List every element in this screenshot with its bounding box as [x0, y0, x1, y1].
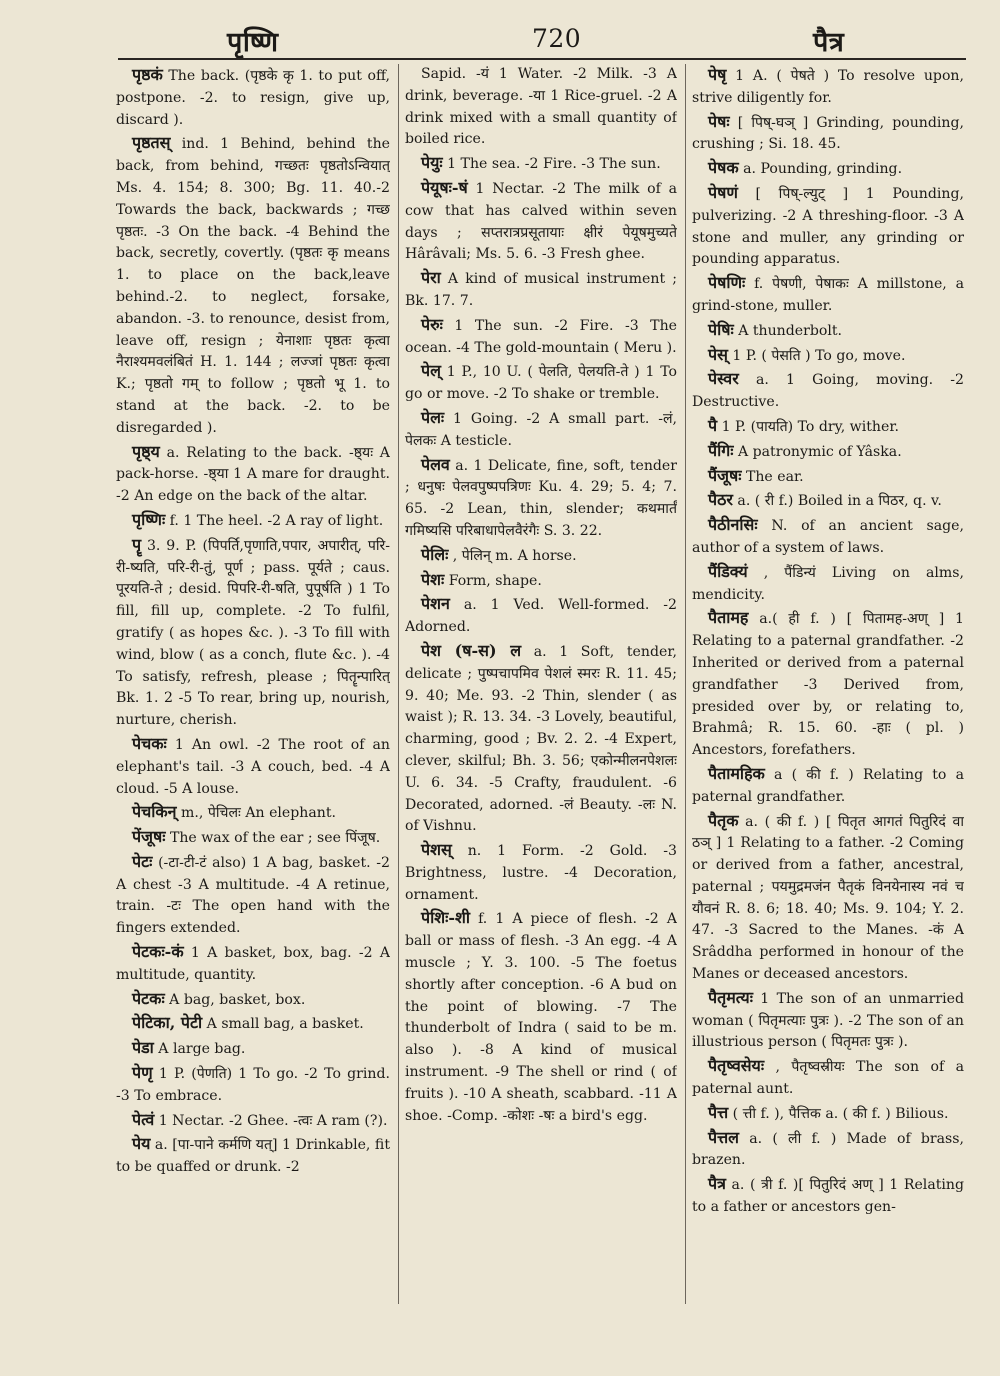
dictionary-entry [116, 132, 390, 439]
dictionary-entry [116, 1109, 390, 1133]
header-rule [118, 58, 966, 60]
entry-headword: पेषणिः [708, 273, 746, 293]
entry-definition: , पेलिन् m. A horse. [452, 547, 577, 564]
entry-definition: a. 1 Soft, tender, delicate ; पुष्पचापमिव पेशलं स्मरः R. 11. 45; 9. 40; Me. 93. -2 Thin, slender ( as waist ); R. 13. 34. -3 Lovely, beautiful, charming, good ; Bv. 2. 2. -4 Expert, clever, skilful; Bh. 3. 56; एकोन्मीलनपेशलः U. 6. 34. -5 Crafty, fraudulent. -6 Decorated, adorned. -लं Beauty. -लः N. of Vishnu. [405, 643, 677, 835]
dictionary-entry [692, 272, 964, 318]
dictionary-entry [692, 1127, 964, 1173]
dictionary-entry [692, 111, 964, 157]
entry-definition: a. ( ली f. ) Made of brass, brazen. [692, 1130, 964, 1169]
entry-headword: पेडा [132, 1038, 154, 1058]
entry-definition: The wax of the ear ; see पिंजूष. [169, 830, 381, 847]
dictionary-entry [692, 319, 964, 343]
entry-headword: पैतृष्वसेयः [708, 1056, 765, 1076]
entry-headword: पेचकः [132, 733, 167, 753]
page-header [0, 14, 1000, 60]
entry-definition: 1 A basket, box, bag. -2 A multitude, quantity. [116, 945, 390, 983]
entry-definition: f. 1 The heel. -2 A ray of light. [169, 512, 384, 529]
dictionary-entry [692, 415, 964, 439]
dictionary-entry [116, 1012, 390, 1036]
entry-headword: पेय [132, 1134, 151, 1154]
dictionary-entry [405, 640, 677, 838]
entry-headword: पैठर [708, 490, 733, 510]
dictionary-entry [405, 454, 677, 543]
entry-definition: n. 1 Form. -2 Gold. -3 Brightness, lustre. -4 Decoration, ornament. [405, 843, 677, 903]
entry-definition: A thunderbolt. [738, 322, 843, 339]
entry-headword: पेटकः-कं [132, 942, 184, 962]
entry-headword: पृष्ठ्य [132, 441, 160, 461]
column-3 [692, 64, 964, 1364]
entry-definition: A patronymic of Yâska. [737, 443, 902, 460]
entry-definition: 1 P. (पायति) To dry, wither. [721, 418, 900, 435]
dictionary-entry [116, 1062, 390, 1108]
left-running-headword: पृष्णि [227, 27, 279, 58]
entry-definition: 1 Going. -2 A small part. -लं, पेलकः A testicle. [405, 410, 677, 449]
entry-headword: पेषृ [708, 65, 727, 84]
entry-headword: पॄ [132, 534, 142, 554]
entry-definition: a. Pounding, grinding. [743, 161, 903, 178]
entry-definition: 1 An owl. -2 The root of an elephant's tail. -3 A couch, bed. -4 A cloud. -5 A louse. [116, 736, 390, 797]
dictionary-entry [692, 987, 964, 1054]
entry-headword: पैंजूषः [708, 465, 742, 485]
entry-definition: ( त्ती f. ), पैत्तिक a. ( की f. ) Bilious. [732, 1105, 949, 1122]
entry-headword: पृष्ठकं [132, 65, 163, 84]
entry-headword: पैत्र [708, 1174, 726, 1194]
dictionary-entry [405, 64, 677, 151]
dictionary-entry [116, 64, 390, 131]
entry-definition: 1 Nectar. -2 Ghee. -त्वः A ram (?). [158, 1112, 388, 1129]
dictionary-entry [692, 368, 964, 414]
entry-headword: पेश (ष-स) ल [421, 640, 522, 660]
entry-definition: a. ( त्री f. )[ पितुरिदं अण् ] 1 Relating to a father or ancestors gen- [692, 1177, 964, 1216]
entry-definition: 1 P., 10 U. ( पेलति, पेलयति-ते ) 1 To go or move. -2 To shake or tremble. [405, 364, 677, 403]
entry-definition: Form, shape. [448, 572, 542, 589]
dictionary-entry [405, 407, 677, 453]
dictionary-entry [692, 810, 964, 986]
entry-definition: , पैंडिन्यं Living on alms, mendicity. [692, 564, 964, 603]
dictionary-entry [405, 314, 677, 360]
entry-definition: [ पिष्-घञ् ] Grinding, pounding, crushing ; Si. 18. 45. [692, 114, 964, 153]
entry-headword: पेटकः [132, 988, 165, 1008]
entry-headword: पेल् [421, 361, 441, 381]
dictionary-entry [692, 440, 964, 464]
entry-headword: पेलिः [421, 544, 449, 564]
entry-headword: पेरा [421, 268, 441, 288]
dictionary-entry [116, 733, 390, 800]
entry-headword: पेचकिन् [132, 802, 177, 822]
entry-definition: 1 P. (पेणति) 1 To go. -2 To grind. -3 To embrace. [116, 1066, 390, 1104]
column-2 [405, 64, 677, 1364]
entry-headword: पेटिका, पेटी [132, 1013, 203, 1033]
entry-definition: A small bag, a basket. [206, 1016, 364, 1033]
entry-definition: a. ( री f.) Boiled in a पिठर, q. v. [737, 493, 942, 510]
dictionary-entry [116, 509, 390, 533]
dictionary-entry [692, 1102, 964, 1126]
entry-headword: पेशिः-शी [421, 908, 471, 928]
dictionary-entry [692, 64, 964, 110]
entry-definition: a. 1 Going, moving. -2 Destructive. [692, 372, 964, 411]
column-divider [685, 64, 686, 1304]
entry-definition: m., पेचिलः An elephant. [181, 805, 336, 822]
dictionary-entry [692, 465, 964, 489]
entry-headword: पेरुः [421, 314, 443, 334]
entry-headword: पेशः [421, 569, 445, 589]
entry-definition: The back. (पृष्ठके कृ 1. to put off, postpone. -2. to resign, give up, discard ). [116, 68, 390, 128]
entry-definition: The ear. [745, 468, 804, 485]
entry-headword: पैंगिः [708, 440, 734, 460]
dictionary-entry [405, 839, 677, 906]
dictionary-entry [692, 489, 964, 513]
entry-headword: पेयुः [421, 153, 443, 173]
dictionary-entry [405, 544, 677, 568]
entry-headword: पेटः [132, 851, 153, 871]
entry-definition: Sapid. -यं 1 Water. -2 Milk. -3 A drink, beverage. -या 1 Rice-gruel. -2 A drink mixed with a small quantity of boiled rice. [405, 66, 677, 148]
entry-headword: पैतामहिक [708, 763, 765, 783]
entry-headword: पैतामह [708, 608, 749, 628]
entry-headword: पेत्वं [132, 1109, 155, 1129]
entry-definition: 1 The sea. -2 Fire. -3 The sun. [447, 156, 661, 173]
dictionary-entry [692, 561, 964, 607]
entry-definition: 1 A. ( पेषते ) To resolve upon, strive diligently for. [692, 68, 964, 106]
entry-headword: पेषणं [708, 182, 738, 202]
entry-headword: पैतृक [708, 810, 739, 830]
dictionary-entry [116, 826, 390, 850]
entry-definition: a. Relating to the back. -ष्ठ्यः A pack-horse. -ष्ठ्या 1 A mare for draught. -2 An edge on the back of the altar. [116, 444, 390, 505]
entry-headword: पृष्ठतस् [132, 133, 171, 153]
entry-definition: [ पिष्-ल्युट् ] 1 Pounding, pulverizing. -2 A threshing-floor. -3 A stone and muller, any grinding or pounding apparatus. [692, 185, 964, 268]
dictionary-entry [692, 344, 964, 368]
dictionary-entry [405, 907, 677, 1127]
column-divider [398, 64, 399, 1304]
entry-definition: a. 1 Delicate, fine, soft, tender ; धनुषः पेलवपुष्पपत्रिणः Ku. 4. 29; 5. 4; 7. 65. -2 Lean, thin, slender; कथमार्तं गमिष्यसि परिबाधापेलवैरंगैः S. 3. 22. [405, 457, 677, 539]
entry-definition: a ( की f. ) Relating to a paternal grandfather. [692, 766, 964, 805]
dictionary-entry [116, 534, 390, 732]
dictionary-entry [692, 1173, 964, 1219]
page-number: 720 [532, 24, 582, 53]
entry-definition: A large bag. [158, 1041, 246, 1058]
entry-headword: पेषिः [708, 319, 734, 339]
entry-headword: पैत्तल [708, 1127, 739, 1147]
entry-headword: पृष्णिः [132, 509, 166, 529]
entry-headword: पेणृ [132, 1063, 153, 1083]
entry-headword: पेंजूषः [132, 827, 166, 847]
column-1 [116, 64, 390, 1364]
entry-definition: A kind of musical instrument ; Bk. 17. 7. [405, 271, 677, 309]
dictionary-entry [116, 851, 390, 940]
entry-headword: पैंडिक्यं [708, 561, 748, 581]
entry-headword: पेयूषः-षं [421, 177, 468, 197]
entry-definition: 1 The sun. -2 Fire. -3 The ocean. -4 The gold-mountain ( Meru ). [405, 317, 677, 356]
entry-definition: f. 1 A piece of flesh. -2 A ball or mass of flesh. -3 An egg. -4 A muscle ; Y. 3. 100. -5 The foetus shortly after conception. -6 A bud on the point of blowing. -7 The thunderbolt of Indra ( said to be m. also ). -8 A kind of musical instrument. -9 The shell or rind ( of fruits ). -10 A sheath, scabbard. -11 A shoe. -Comp. -कोशः -षः a bird's egg. [405, 911, 677, 1124]
entry-definition: a. [पा-पाने कर्मणि यत्] 1 Drinkable, fit to be quaffed or drunk. -2 [116, 1137, 390, 1176]
dictionary-entry [692, 1055, 964, 1101]
entry-headword: पैतृमत्यः [708, 987, 753, 1007]
entry-definition: A bag, basket, box. [169, 991, 306, 1008]
dictionary-entry [692, 607, 964, 762]
entry-definition: a. ( की f. ) [ पितृत आगतं पितुरिदं वा ठञ् ] 1 Relating to a father. -2 Coming or derived from a father, ancestral, paternal ; पयमुद्रमजंन पैतृकं विनयेनास्य नवं च यौवनं R. 8. 6; 18. 40; Ms. 9. 104; Y. 2. 47. -3 Sacred to the Manes. -कं A Srâddha performed in honour of the Manes or deceased ancestors. [692, 813, 964, 983]
entry-headword: पेलः [421, 407, 445, 427]
dictionary-entry [116, 941, 390, 987]
dictionary-entry [405, 569, 677, 593]
entry-definition: 1 P. ( पेसति ) To go, move. [732, 347, 906, 364]
entry-headword: पेलव [421, 454, 450, 474]
dictionary-entry [405, 152, 677, 176]
dictionary-entry [692, 182, 964, 271]
entry-headword: पेस् [708, 344, 728, 364]
entry-definition: (-टा-टी-टं also) 1 A bag, basket. -2 A chest -3 A multitude. -4 A retinue, train. -टः The open hand with the fingers extended. [116, 854, 390, 937]
entry-headword: पै [708, 415, 718, 435]
entry-definition: a. 1 Ved. Well-formed. -2 Adorned. [405, 597, 677, 636]
entry-definition: 1 Nectar. -2 The milk of a cow that has calved within seven days ; सप्तरात्रप्रसूतायाः क्षीरं पेयूषमुच्यते Hârâvali; Ms. 5. 6. -3 Fresh ghee. [405, 180, 677, 263]
dictionary-entry [116, 441, 390, 508]
entry-definition: f. पेषणी, पेषाकः A millstone, a grind-stone, muller. [692, 276, 964, 314]
entry-headword: पेस्वर [708, 369, 739, 389]
dictionary-entry [116, 1037, 390, 1061]
entry-definition: N. of an ancient sage, author of a system of laws. [692, 518, 964, 556]
entry-headword: पेशन [421, 594, 450, 614]
dictionary-entry [405, 177, 677, 266]
dictionary-entry [405, 267, 677, 313]
right-running-headword: पैत्र [813, 27, 845, 58]
dictionary-entry [692, 763, 964, 809]
dictionary-entry [116, 1133, 390, 1179]
entry-definition: ind. 1 Behind, behind the back, from behind, गच्छतः पृष्ठतोऽन्वियात् Ms. 4. 154; 8. 300; Bg. 11. 40.-2 Towards the back, backwards ; गच्छ पृष्ठतः. -3 On the back. -4 Behind the back, secretly, covertly. (पृष्ठतः कृ means 1. to place on the back,leave behind.-2. to neglect, forsake, abandon. -3. to renounce, desist from, leave off, resign ; येनाशाः पृष्ठतः कृत्वा नैराश्यमवलंबितं H. 1. 144 ; लज्जां पृष्ठतः कृत्वा K.; पृष्ठतो गम् to follow ; पृष्ठतो भू 1. to stand at the back. -2. to be disregarded ). [116, 136, 390, 436]
entry-definition: a.( ही f. ) [ पितामह-अण् ] 1 Relating to a paternal grandfather. -2 Inherited or derived from a paternal grandfather -3 Derived from, presided over by, or relating to, Brahmâ; R. 15. 60. -हाः ( pl. ) Ancestors, forefathers. [692, 611, 964, 759]
dictionary-entry [692, 514, 964, 560]
entry-headword: पेषः [708, 111, 730, 131]
dictionary-entry [692, 157, 964, 181]
entry-headword: पैठीनसिः [708, 515, 758, 535]
entry-headword: पेशस् [421, 840, 452, 860]
entry-definition: , पैतृष्वस्रीयः The son of a paternal aunt. [692, 1059, 964, 1098]
dictionary-entry [116, 988, 390, 1012]
dictionary-entry [405, 360, 677, 406]
entry-definition: 1 The son of an unmarried woman ( पितृमत्याः पुत्रः ). -2 The son of an illustrious person ( पितृमतः पुत्रः ). [692, 990, 964, 1051]
dictionary-entry [405, 593, 677, 639]
entry-headword: पैत्त [708, 1102, 729, 1122]
entry-definition: 3. 9. P. (पिपर्ति,पृणाति,पपार, अपारीत्, परि-री-ष्यति, परि-री-तुं, पूर्ण ; pass. पूर्यते ; caus. पूरयति-ते ; desid. पिपरि-री-षति, पुपूर्षति ) 1 To fill, fill up, complete. -2 To fulfil, gratify ( as hopes &c. ). -3 To fill with wind, blow ( as a conch, flute &c. ). -4 To satisfy, refresh, please ; पितॄन्पारित् Bk. 1. 2 -5 To rear, bring up, nourish, nurture, cherish. [116, 537, 390, 729]
dictionary-entry [116, 801, 390, 825]
entry-headword: पेषक [708, 158, 739, 178]
